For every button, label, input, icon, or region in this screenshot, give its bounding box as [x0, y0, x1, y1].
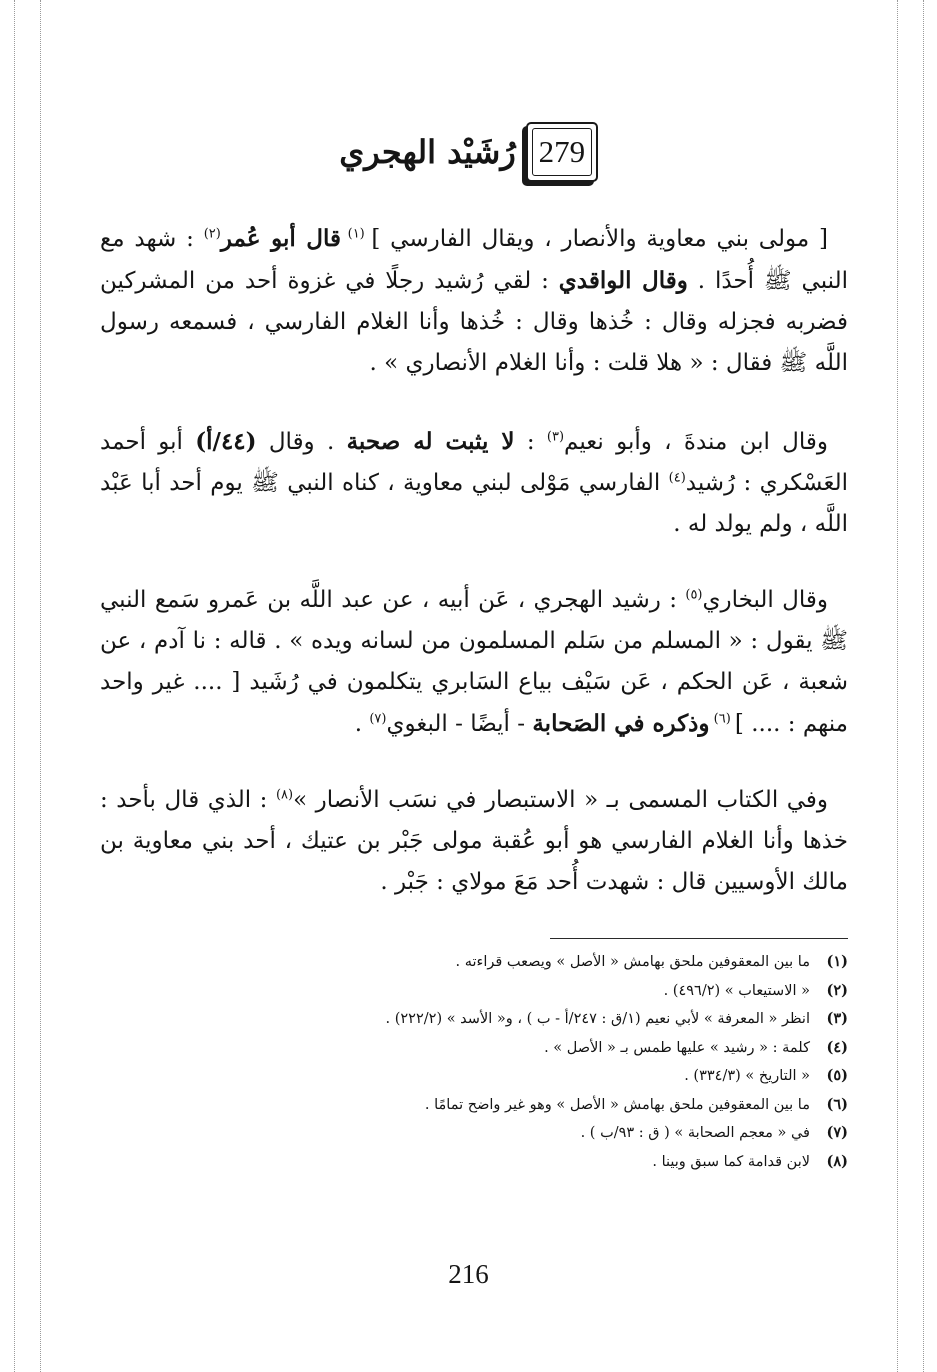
text-run: الفارسي مَوْلى لبني معاوية ، كناه النبي ﷺ يوم أحد أبا عَبْد اللَّه ، ولم يولد له .: [100, 470, 848, 537]
text-run: : رشيد الهجري ، عَن أبيه ، عن عبد اللَّه بن عَمرو سَمع النبي ﷺ يقول : « المسلم من سَلم المسلمون من لسانه ويده » . قاله : نا آدم ، عن شعبة ، عَن الحكم ، عَن سَيْف بياع السَابري يتكلمون في رُشَيد [ .... غير واحد منهم : .... ]: [100, 587, 848, 737]
footnote-text: لابن قدامة كما سبق وبينا .: [652, 1153, 810, 1170]
footnote-ref: (٨): [275, 787, 294, 803]
bold-phrase: قال أبو عُمر: [220, 225, 341, 252]
footnote-number: (١): [826, 953, 848, 970]
footnote-text: ما بين المعقوفين ملحق بهامش « الأصل » وهو غير واضح تمامًا .: [424, 1096, 810, 1113]
footnote-number: (٦): [826, 1095, 848, 1113]
footnote: [100, 1034, 848, 1063]
footnote: [100, 1005, 848, 1034]
text-run: وفي الكتاب المسمى بـ « الاستبصار في نسَب الأنصار »: [293, 787, 828, 813]
text-run: وقال البخاري: [702, 587, 828, 613]
footnote-ref: (٧): [369, 711, 387, 727]
footnote-text: انظر « المعرفة » لأبي نعيم (١/ق : ٢٤٧/أ - ب ) ، و« الأسد » (٢٢٢/٢) .: [385, 1011, 810, 1027]
footnote-number: (٥): [826, 1067, 848, 1084]
footnote-ref: (٦): [709, 711, 735, 727]
footnote: [100, 1091, 848, 1120]
entry-header: [0, 122, 937, 182]
margin-dotted-line: [897, 0, 898, 1372]
bold-phrase: وقال الواقدي: [558, 267, 688, 294]
margin-dotted-line: [40, 0, 41, 1372]
footnote-text: « الاستيعاب » (٤٩٦/٢) .: [663, 982, 810, 999]
bold-phrase: (٤٤/أ): [195, 428, 257, 455]
bold-phrase: وذكره في الصَحابة: [532, 710, 710, 737]
text-run: .: [354, 711, 370, 737]
text-run: : لقي رُشيد رجلًا في غزوة أحد من المشركين فضربه فجزله وقال : خُذها وقال : خُذها وأنا الغلام الفارسي ، فسمعه رسول اللَّه ﷺ فقال : « هلا قلت : وأنا الغلام الأنصاري » .: [100, 268, 848, 376]
footnote-separator: [550, 938, 848, 939]
footnote-number: (٢): [826, 981, 848, 999]
footnotes-list: [100, 948, 848, 1176]
footnote-ref: (١): [340, 226, 372, 242]
text-run: : شهد مع النبي ﷺ أُحدًا .: [100, 226, 849, 294]
footnote-ref: (٥): [685, 587, 703, 603]
bold-phrase: لا يثبت له صحبة: [346, 428, 515, 455]
footnote: [100, 1062, 848, 1091]
text-run: أبو أحمد العَسْكري : رُشيد: [100, 429, 848, 496]
paragraph: [100, 421, 848, 545]
footnote-text: « التاريخ » (٣٣٤/٣) .: [684, 1068, 810, 1084]
footnote-number: (٣): [826, 1010, 848, 1027]
text-run: [ مولى بني معاوية والأنصار ، ويقال الفارسي ]: [371, 226, 828, 252]
footnote-number: (٨): [826, 1152, 848, 1170]
footnote-ref: (٢): [203, 226, 221, 242]
page-number: 216: [448, 1259, 489, 1289]
footnote-text: ما بين المعقوفين ملحق بهامش « الأصل » ويصعب قراءته .: [455, 954, 810, 970]
footnote-ref: (٤): [668, 470, 686, 486]
text-run: :: [514, 429, 547, 455]
entry-title: رُشَيْد الهجري: [339, 133, 516, 171]
text-run: - أيضًا - البغوي: [386, 711, 533, 737]
footnote-number: (٤): [826, 1038, 848, 1056]
paragraph: [100, 218, 848, 384]
paragraph: [100, 780, 848, 903]
text-run: وقال ابن مندةَ ، وأبو نعيم: [564, 429, 828, 455]
footnote: [100, 1119, 848, 1148]
margin-dotted-line: [923, 0, 924, 1372]
entry-number: 279: [538, 134, 586, 169]
paragraph: [100, 580, 848, 745]
footnote: [100, 948, 848, 977]
footnote-text: في « معجم الصحابة » ( ق : ٩٣/ب ) .: [580, 1125, 810, 1141]
footnote: [100, 977, 848, 1006]
text-run: : الذي قال بأحد : خذها وأنا الغلام الفارسي هو أبو عُقبة مولى جَبْر بن عتيك ، أحد بني معاوية بن مالك الأوسيين قال : شهدت أُحد مَعَ مولاي : جَبْر .: [100, 787, 848, 895]
footnote: [100, 1148, 848, 1177]
text-run: . وقال: [256, 429, 347, 455]
footnote-text: كلمة : « رشيد » عليها طمس بـ « الأصل » .: [544, 1039, 810, 1056]
entry-number-box: [526, 122, 598, 182]
footnote-number: (٧): [826, 1124, 848, 1141]
footnote-ref: (٣): [546, 429, 565, 445]
margin-dotted-line: [14, 0, 15, 1372]
